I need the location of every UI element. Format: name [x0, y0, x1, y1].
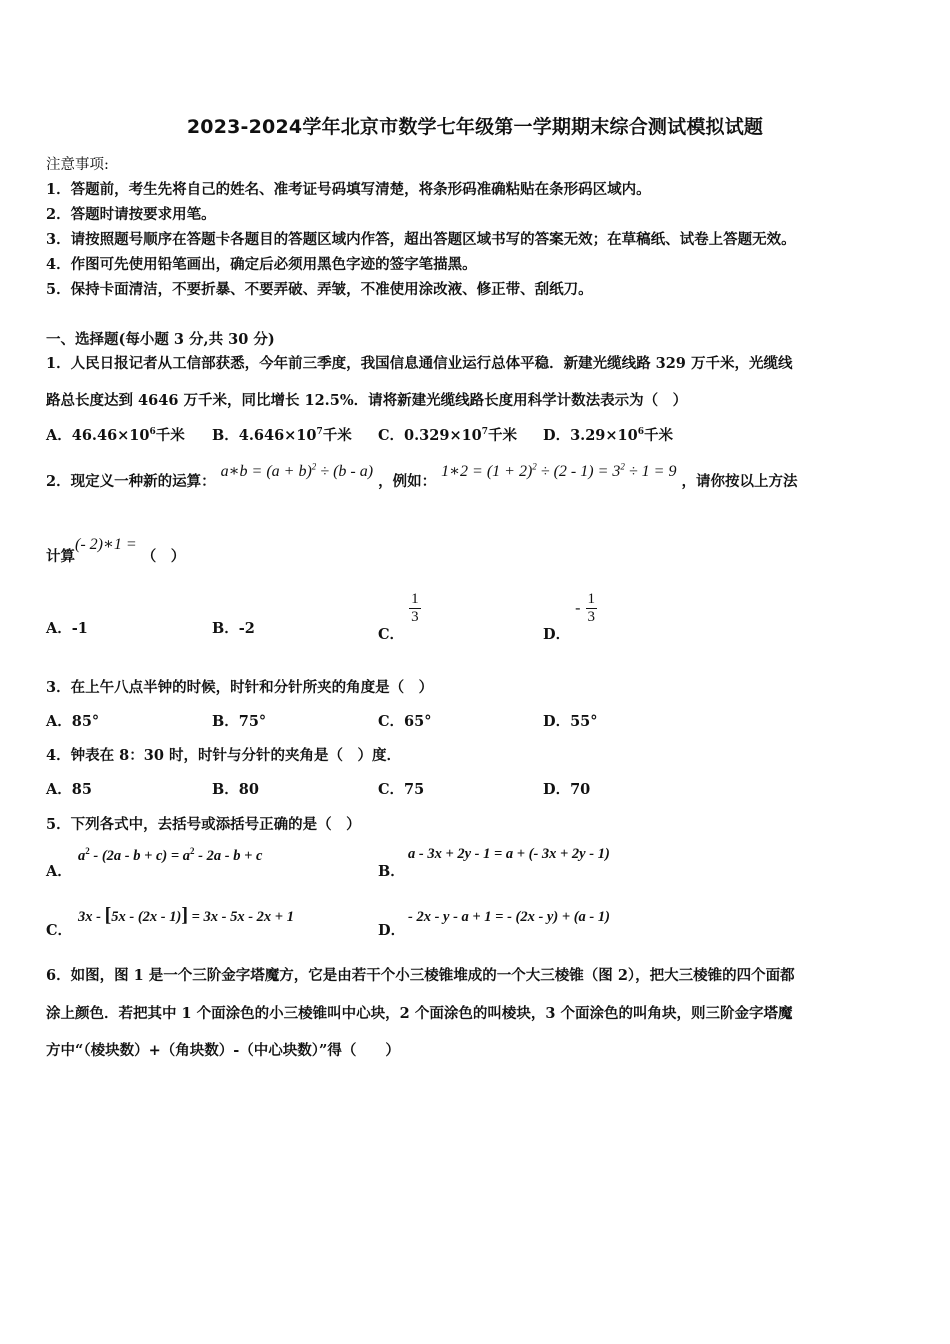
question-6-line-3: 方中“（棱块数）+（角块数）-（中心块数）”得（ ） [46, 1042, 400, 1059]
section-heading: 一、选择题(每小题 3 分,共 30 分) [46, 331, 275, 348]
question-6-line-1: 6．如图，图 1 是一个三阶金字塔魔方，它是由若干个小三棱锥堆成的一个大三棱锥（图 2），把大三棱锥的四个面都 [46, 967, 795, 984]
question-2-line-2: 计算(- 2)∗1 = （ ） [46, 536, 186, 565]
question-1-line-1: 1．人民日报记者从工信部获悉，今年前三季度，我国信息通信业运行总体平稳．新建光缆线路 329 万千米，光缆线 [46, 355, 793, 372]
q2-option-c: C． $\frac{1}{3}$ [378, 591, 419, 643]
notice-item-2: 2．答题时请按要求用笔。 [46, 206, 216, 223]
q1-option-d: D．$3.29\times 10^6$千米 [543, 427, 673, 444]
question-1-line-2: 路总长度达到 4646 万千米，同比增长 12.5%．请将新建光缆线路长度用科学计数法表示为（ ） [46, 392, 688, 409]
q2-option-d-fraction: $\frac{1}{3}$ [587, 591, 596, 625]
q4-option-d: D．70 [543, 781, 591, 798]
q2-option-c-fraction: $\frac{1}{3}$ [411, 591, 419, 625]
q2-option-a: A．-1 [46, 620, 88, 637]
q5-option-c-formula: 3x - [5x - (2x - 1)] = 3x - 5x - 2x + 1 [78, 904, 294, 926]
q5-option-a-formula: $a^2 - (2a - b + c) = a^2 - 2a - b + c$ [78, 846, 263, 864]
q2-calc-expression: (- 2)∗1 = [75, 536, 137, 553]
q5-option-a-label: A． [46, 863, 72, 880]
q5-option-b-formula: a - 3x + 2y - 1 = a + (- 3x + 2y - 1) [408, 846, 610, 862]
q3-option-b: B．75° [212, 713, 267, 730]
q2-option-d: D． - $\frac{1}{3}$ [543, 591, 596, 643]
question-4-stem: 4．钟表在 8：30 时，时针与分针的夹角是（ ）度． [46, 747, 401, 764]
q1-option-b: B．$4.646\times 10^7$千米 [212, 427, 352, 444]
q2-definition-formula: a∗b = $(a + b)^2 \div (b - a)$ [220, 461, 374, 480]
q5-option-c-label: C． [46, 922, 73, 939]
page-title: 2023-2024学年北京市数学七年级第一学期期末综合测试模拟试题 [186, 116, 764, 138]
question-6-line-2: 涂上颜色．若把其中 1 个面涂色的小三棱锥叫中心块，2 个面涂色的叫棱块，3 个面涂色的叫角块，则三阶金字塔魔 [46, 1005, 793, 1022]
q5-option-b-label: B． [378, 863, 405, 880]
q4-option-a: A．85 [46, 781, 92, 798]
question-3-stem: 3．在上午八点半钟的时候，时针和分针所夹的角度是（ ） [46, 679, 434, 696]
notice-item-3: 3．请按照题号顺序在答题卡各题目的答题区域内作答，超出答题区域书写的答案无效；在草稿纸、试卷上答题无效。 [46, 231, 796, 248]
notice-item-1: 1．答题前，考生先将自己的姓名、准考证号码填写清楚，将条形码准确粘贴在条形码区域内。 [46, 181, 651, 198]
question-2-line-1: 2．现定义一种新的运算： a∗b = $(a + b)^2 \div (b - a)$ ，例如： 1∗2 = $(1 + 2)^2 \div (2 - 1) = 3^2 \div 1 = 9$ ，请你按以上方法 [46, 461, 798, 490]
q2-option-b: B．-2 [212, 620, 255, 637]
question-5-stem: 5．下列各式中，去括号或添括号正确的是（ ） [46, 816, 361, 833]
q3-option-d: D．55° [543, 713, 598, 730]
notice-heading: 注意事项: [46, 157, 109, 173]
q2-example-formula: 1∗2 = $(1 + 2)^2 \div (2 - 1) = 3^2 \div 1 = 9$ [441, 461, 677, 480]
q5-option-d-formula: - 2x - y - a + 1 = - (2x - y) + (a - 1) [408, 909, 610, 925]
q3-option-a: A．85° [46, 713, 100, 730]
q1-option-a: A．$46.46\times 10^6$千米 [46, 427, 185, 444]
q5-option-d-label: D． [378, 922, 406, 939]
q3-option-c: C．65° [378, 713, 432, 730]
q4-option-c: C．75 [378, 781, 425, 798]
notice-item-4: 4．作图可先使用铅笔画出，确定后必须用黑色字迹的签字笔描黑。 [46, 256, 477, 273]
notice-item-5: 5．保持卡面清洁，不要折暴、不要弄破、弄皱，不准使用涂改液、修正带、刮纸刀。 [46, 281, 593, 298]
q4-option-b: B．80 [212, 781, 259, 798]
q1-option-c: C．$0.329\times 10^7$千米 [378, 427, 518, 444]
